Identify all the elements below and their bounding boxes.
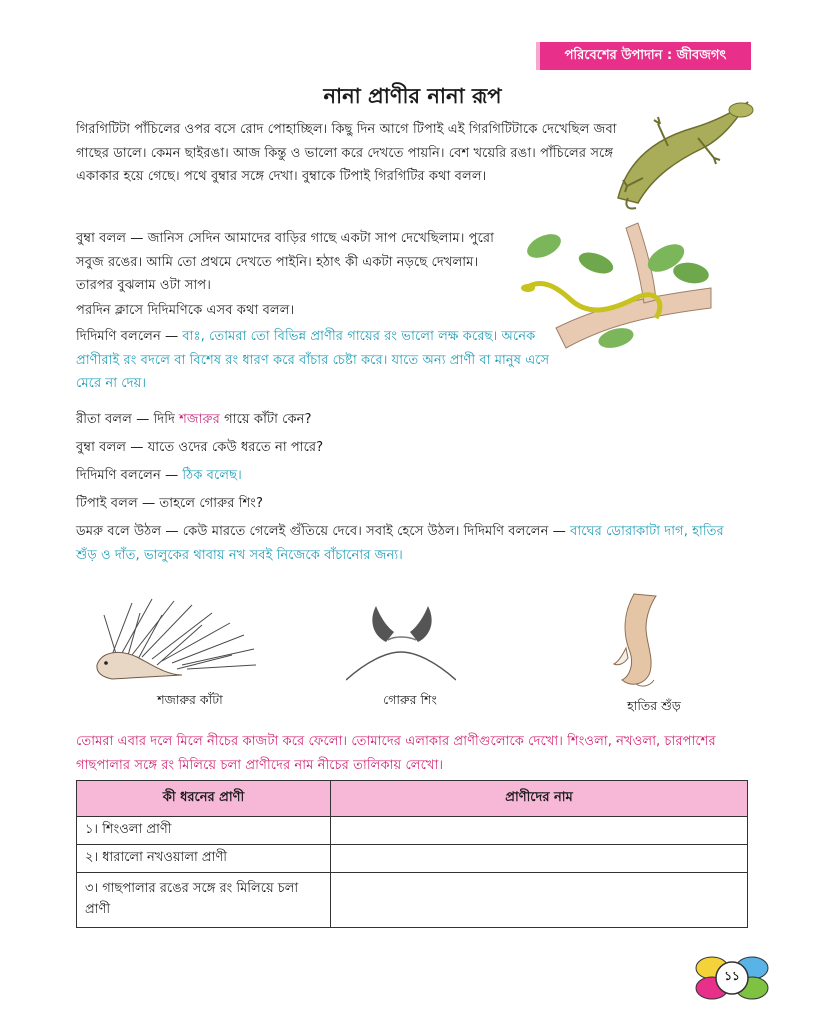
table-header-row (77, 781, 748, 817)
paragraph-tipai: টিপাই বলল — তাহলে গোরুর শিং? (76, 496, 263, 511)
animal-table (76, 780, 748, 928)
page-number: ১১ (724, 969, 740, 983)
paragraph-lizard: গিরগিটিটা পাঁচিলের ওপর বসে রোদ পোহাচ্ছিল। কিছু দিন আগে টিপাই এই গিরগিটিটাকে দেখেছিল জবা গাছের ডালে। কেমন ছাইরঙা। আজ কিন্তু ও ভালো করে দেখতে পায়নি। বেশ খয়েরি রঙা। পাঁচিলের সঙ্গে একাকার হয়ে গেছে। পথে বুম্বার সঙ্গে দেখা। বুম্বাকে টিপাই গিরগিটির কথা বলল। (76, 122, 617, 185)
row-label-camouflage: ৩। গাছপালার রঙের সঙ্গে রং মিলিয়ে চলা প্রাণী (77, 873, 331, 928)
paragraph-domru (76, 520, 746, 567)
caption-trunk: হাতির শুঁড় (627, 698, 681, 713)
page-number-badge (690, 946, 774, 1006)
paragraph-class: পরদিন ক্লাসে দিদিমণিকে এসব কথা বলল। (76, 303, 295, 318)
paragraph-teacher-right (76, 464, 676, 488)
table-row (77, 873, 748, 928)
cow-horns-illustration (346, 602, 456, 682)
row-label-horned: ১। শিংওলা প্রাণী (77, 817, 331, 845)
paragraph-snake: বুম্বা বলল — জানিস সেদিন আমাদের বাড়ির গাছে একটা সাপ দেখেছিলাম। পুরো সবুজ রঙের। আমি তো প্রথমে দেখতে পাইনি। হঠাৎ কী একটা নড়ছে দেখলাম। তারপর বুঝলাম ওটা সাপ। (76, 231, 494, 294)
speaker-teacher: দিদিমণি বললেন — (76, 329, 183, 344)
rita-question-end: গায়ে কাঁটা কেন? (219, 412, 312, 427)
speaker-teacher-2: দিদিমণি বললেন — (76, 468, 183, 483)
teacher-speech-colors: বাঃ, তোমরা তো বিভিন্ন প্রাণীর গায়ের রং ভালো লক্ষ করেছ। অনেক প্রাণীরাই রং বদলে বা বিশেষ রং ধারণ করে বাঁচার চেষ্টা করে। যাতে অন্য প্রাণী বা মানুষ এসে মেরে না দেয়। (76, 329, 550, 392)
row-value-clawed[interactable] (331, 845, 748, 873)
lizard-illustration (598, 98, 758, 213)
header-animal-names: প্রাণীদের নাম (331, 781, 748, 817)
table-row (77, 845, 748, 873)
row-value-camouflage[interactable] (331, 873, 748, 928)
row-label-clawed: ২। ধারালো নখওয়ালা প্রাণী (77, 845, 331, 873)
teacher-speech-defense: বাঘের ডোরাকাটা দাগ, হাতির শুঁড় ও দাঁত, ভালুকের থাবায় নখ সবই নিজেকে বাঁচানোর জন্য। (76, 524, 724, 563)
header-animal-type: কী ধরনের প্রাণী (77, 781, 331, 817)
page-title: নানা প্রাণীর নানা রূপ (323, 84, 502, 108)
caption-porcupine: শজারুর কাঁটা (157, 692, 223, 707)
chapter-tag: পরিবেশের উপাদান : জীবজগৎ (536, 42, 751, 70)
table-row (77, 817, 748, 845)
paragraph-bumba: বুম্বা বলল — যাতে ওদের কেউ ধরতে না পারে? (76, 440, 324, 455)
activity-instruction: তোমরা এবার দলে মিলে নীচের কাজটা করে ফেলো। তোমাদের এলাকার প্রাণীগুলোকে দেখো। শিংওলা, নখওলা, চারপাশের গাছপালার সঙ্গে রং মিলিয়ে চলা প্রাণীদের নাম নীচের তালিকায় লেখো। (76, 734, 716, 773)
row-value-horned[interactable] (331, 817, 748, 845)
domru-line: ডমরু বলে উঠল — কেউ মারতে গেলেই গুঁতিয়ে দেবে। সবাই হেসে উঠল। দিদিমণি বললেন — (76, 524, 571, 539)
elephant-trunk-illustration (612, 592, 672, 692)
rita-question-start: রীতা বলল — দিদি (76, 412, 180, 427)
porcupine-highlight: শজারুর (179, 412, 220, 427)
teacher-speech-right: ঠিক বলেছ। (182, 468, 242, 483)
caption-horns: গোরুর শিং (383, 692, 437, 707)
porcupine-illustration (92, 595, 262, 685)
paragraph-teacher-colors (76, 325, 556, 396)
paragraph-rita (76, 408, 676, 432)
